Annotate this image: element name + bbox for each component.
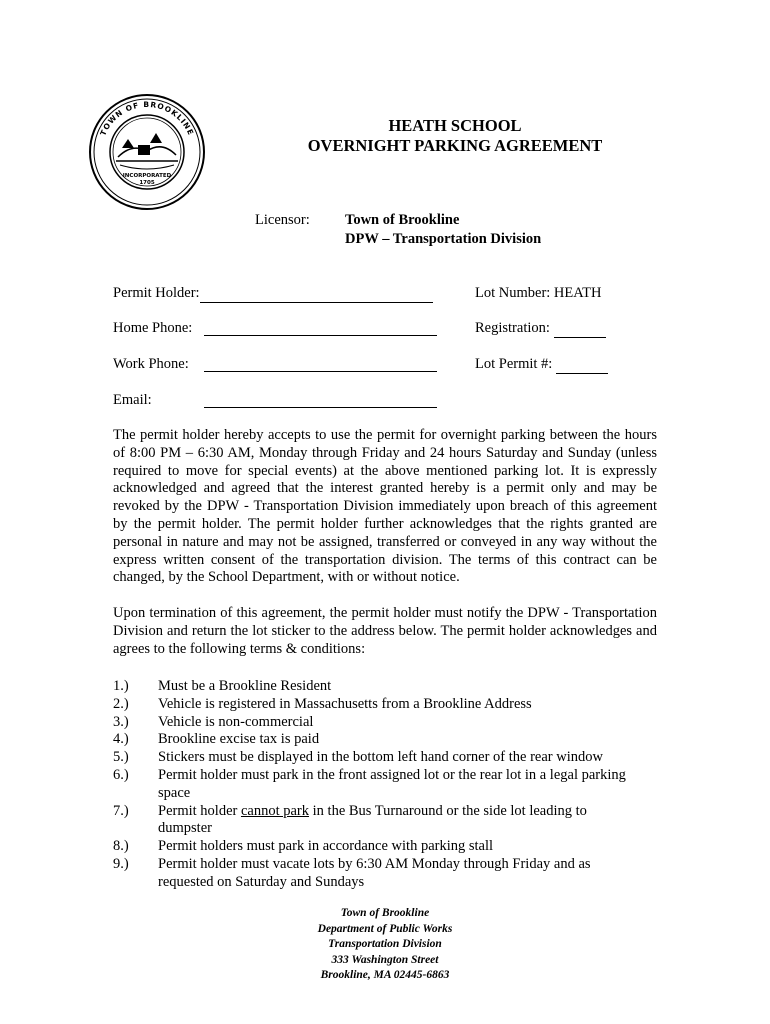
email-label: Email: bbox=[113, 392, 152, 408]
termination-paragraph: Upon termination of this agreement, the permit holder must notify the DPW - Transportation Division and return the lot sticker to the address below. The permit holder acknowledges and agrees to the following terms & conditions: bbox=[113, 605, 657, 657]
work-phone-label: Work Phone: bbox=[113, 356, 189, 372]
lot-permit-line[interactable] bbox=[556, 356, 608, 374]
svg-text:TOWN OF BROOKLINE: TOWN OF BROOKLINE bbox=[98, 99, 196, 138]
list-item: 8.) Permit holders must park in accordance with parking stall bbox=[113, 838, 494, 855]
list-item: 5.) Stickers must be displayed in the bottom left hand corner of the rear window bbox=[113, 749, 603, 766]
list-item: 6.) Permit holder must park in the front assigned lot or the rear lot in a legal parking space bbox=[113, 766, 626, 801]
registration-line[interactable] bbox=[554, 320, 606, 338]
list-item: 7.) Permit holder cannot park in the Bus Turnaround or the side lot leading to dumpster bbox=[113, 802, 587, 837]
licensor-label: Licensor: bbox=[255, 212, 310, 228]
lot-number-label: Lot Number: HEATH bbox=[475, 285, 602, 301]
list-item: 2.) Vehicle is registered in Massachusetts from a Brookline Address bbox=[113, 695, 532, 712]
lot-permit-field[interactable] bbox=[475, 356, 608, 374]
licensor-division: DPW – Transportation Division bbox=[345, 231, 542, 247]
footer-address: Town of Brookline Department of Public Works Transportation Division 333 Washington Street Brookline, MA 02445-6863 bbox=[317, 907, 453, 981]
email-line[interactable] bbox=[204, 392, 437, 408]
agreement-paragraph: The permit holder hereby accepts to use the permit for overnight parking between the hours of 8:00 PM – 6:30 AM, Monday through Friday and 24 hours Saturday and Sunday (unless required to move for special events) at the above mentioned parking lot. It is expressly acknowledged and agreed that the interest granted hereby is a permit only and may be revoked by the DPW - Transportation Division immediately upon breach of this agreement by the permit holder. The permit holder further acknowledges that the rights granted are personal in nature and may not be assigned, transferred or conveyed in any way without the express written consent of the transportation division. The terms of this contract can be changed, by the School Department, with or without notice. bbox=[113, 427, 657, 586]
svg-text:INCORPORATED: INCORPORATED bbox=[122, 173, 172, 179]
town-seal bbox=[88, 93, 206, 211]
list-item: 1.) Must be a Brookline Resident bbox=[113, 678, 332, 694]
town-seal-icon bbox=[88, 93, 206, 211]
registration-label: Registration: bbox=[475, 320, 550, 336]
svg-text:1705: 1705 bbox=[139, 180, 155, 186]
home-phone-line[interactable] bbox=[204, 320, 437, 336]
work-phone-line[interactable] bbox=[204, 356, 437, 372]
registration-field[interactable] bbox=[475, 320, 606, 338]
licensor-name: Town of Brookline bbox=[345, 212, 460, 228]
list-item: 9.) Permit holder must vacate lots by 6:30 AM Monday through Friday and as requested on Saturday and Sundays bbox=[113, 855, 591, 890]
terms-list bbox=[113, 678, 673, 892]
list-item: 4.) Brookline excise tax is paid bbox=[113, 731, 320, 748]
document-subtitle: OVERNIGHT PARKING AGREEMENT bbox=[307, 136, 603, 155]
cannot-park-emphasis: cannot park bbox=[240, 802, 310, 819]
home-phone-label: Home Phone: bbox=[113, 320, 193, 336]
permit-holder-field[interactable] bbox=[113, 285, 433, 303]
permit-holder-line[interactable] bbox=[200, 285, 433, 303]
permit-holder-label: Permit Holder: bbox=[113, 285, 200, 301]
document-title: HEATH SCHOOL bbox=[388, 116, 522, 135]
list-item: 3.) Vehicle is non-commercial bbox=[113, 713, 314, 730]
lot-permit-label: Lot Permit #: bbox=[475, 356, 553, 372]
